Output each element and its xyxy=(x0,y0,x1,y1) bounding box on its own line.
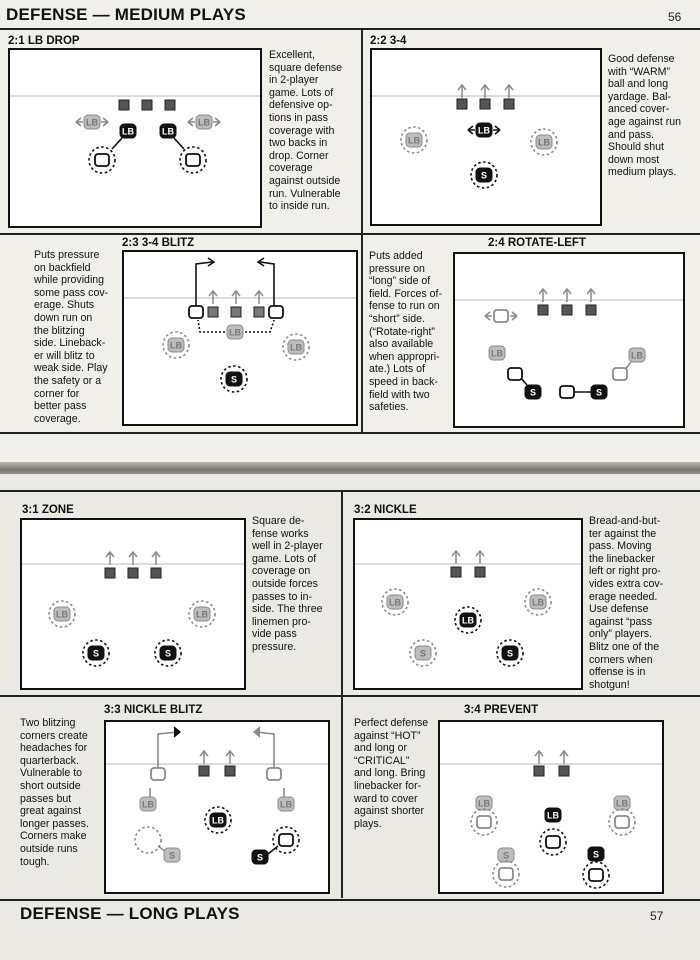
description-line: better pass xyxy=(34,400,87,413)
description-line: Bread-and-but- xyxy=(589,515,661,527)
description-line: ball and long xyxy=(608,78,669,91)
description-line: longer passes. xyxy=(20,817,89,830)
section-title-medium-plays: DEFENSE — MEDIUM PLAYS xyxy=(6,5,246,24)
linebacker-label: LB xyxy=(631,350,643,361)
description-line: outside runs xyxy=(20,842,78,855)
lineman-marker xyxy=(534,766,544,776)
description-line: and long. Bring xyxy=(354,767,426,780)
description-line: against shorter xyxy=(354,805,425,818)
shift-arrow-right xyxy=(101,118,108,126)
blitz-route xyxy=(256,732,274,772)
description-line: plays. xyxy=(354,817,382,830)
route-arrow-head xyxy=(174,727,180,737)
description-line: while providing xyxy=(34,274,105,287)
description-line: tough. xyxy=(20,855,50,868)
description-line: safeties. xyxy=(369,401,409,414)
position-box xyxy=(560,386,574,398)
shift-arrow-left xyxy=(468,126,475,134)
linebacker-label: LB xyxy=(142,799,154,810)
column-divider xyxy=(361,30,363,434)
position-box xyxy=(189,306,203,318)
description-line: to inside run. xyxy=(269,200,330,213)
play-description-zone xyxy=(252,515,323,654)
description-line: headaches for xyxy=(20,742,88,755)
description-line: erage needed. xyxy=(589,590,658,603)
play-diagram-3-4-blitz xyxy=(122,250,358,426)
safety-label: S xyxy=(164,648,172,659)
lineman-marker xyxy=(586,305,596,315)
play-diagram-lb-drop xyxy=(8,48,262,228)
play-description-3-4 xyxy=(608,53,681,179)
description-line: linebacker for- xyxy=(354,779,422,792)
description-line: against “pass xyxy=(589,615,653,628)
route-arrow-head xyxy=(254,727,260,737)
shift-route xyxy=(198,320,225,332)
position-box xyxy=(151,768,165,780)
linebacker-label: LB xyxy=(198,117,210,128)
description-line: linemen pro- xyxy=(252,615,311,628)
linebacker-label: LB xyxy=(478,125,490,136)
lineman-marker xyxy=(231,307,241,317)
description-line: against outside xyxy=(269,174,341,187)
shift-arrow-right xyxy=(510,312,517,320)
lineman-marker xyxy=(457,99,467,109)
description-line: in 2-player xyxy=(269,74,319,87)
description-line: er will blitz to xyxy=(34,349,95,362)
blitz-route xyxy=(260,262,274,306)
description-line: short outside xyxy=(20,779,81,792)
position-box xyxy=(267,768,281,780)
page-number: 57 xyxy=(650,909,664,923)
shift-arrow-right xyxy=(493,126,500,134)
position-box xyxy=(499,868,513,880)
description-line: and pass. xyxy=(608,128,654,141)
safety-label: S xyxy=(592,849,600,860)
safety-label: S xyxy=(529,387,537,398)
description-line: Vulnerable to xyxy=(20,767,83,780)
page-number: 56 xyxy=(668,10,682,24)
description-line: down run on xyxy=(34,311,93,324)
description-line: weak side. Play xyxy=(34,362,108,375)
safety-label: S xyxy=(168,850,176,861)
position-box xyxy=(613,368,627,380)
description-line: field with two xyxy=(369,388,430,401)
description-line: ter against the xyxy=(589,527,657,540)
description-line: ate.) Lots of xyxy=(369,363,425,376)
top-rule xyxy=(0,490,700,492)
description-line: speed in back- xyxy=(369,375,438,388)
description-line: corner for xyxy=(34,387,80,400)
description-line: on backfield xyxy=(34,261,91,274)
position-box xyxy=(494,310,508,322)
linebacker-label: LB xyxy=(389,597,401,608)
play-diagram-nickle xyxy=(353,518,583,690)
blitz-route xyxy=(196,262,212,306)
drop-route xyxy=(521,378,527,385)
lineman-marker xyxy=(480,99,490,109)
lineman-marker xyxy=(119,100,129,110)
play-description-lb-drop xyxy=(269,49,342,213)
play-description-nickle xyxy=(589,515,663,691)
play-diagram-3-4 xyxy=(370,48,602,226)
safety-label: S xyxy=(480,170,488,181)
position-box xyxy=(546,836,560,848)
description-line: Square de- xyxy=(252,515,305,527)
position-box xyxy=(279,834,293,846)
description-line: the safety or a xyxy=(34,374,102,387)
description-line: pressure. xyxy=(252,640,297,653)
description-line: (“Rotate-right” xyxy=(369,325,435,338)
lineman-marker xyxy=(475,567,485,577)
description-line: medium plays. xyxy=(608,166,677,179)
linebacker-label: LB xyxy=(290,342,302,353)
description-line: vides extra cov- xyxy=(589,577,664,590)
lineman-marker xyxy=(254,307,264,317)
play-title-zone: 3:1 ZONE xyxy=(22,504,74,516)
lineman-marker xyxy=(151,568,161,578)
safety-label: S xyxy=(502,850,510,861)
description-line: the linebacker xyxy=(589,552,655,565)
description-line: “CRITICAL” xyxy=(354,754,410,767)
description-line: age against run xyxy=(608,115,682,128)
description-line: run. Vulnerable xyxy=(269,187,341,200)
position-box xyxy=(269,306,283,318)
drop-route xyxy=(174,138,184,149)
description-line: outside forces xyxy=(252,577,318,590)
description-line: anced cover- xyxy=(608,103,670,116)
lineman-marker xyxy=(538,305,548,315)
position-box xyxy=(186,154,200,166)
play-diagram-rotate-left xyxy=(453,252,685,428)
header-rule xyxy=(0,28,700,30)
description-line: quarterback. xyxy=(20,754,79,767)
description-line: down most xyxy=(608,153,660,166)
shift-arrow-right xyxy=(213,118,220,126)
linebacker-label: LB xyxy=(162,126,174,137)
linebacker-label: LB xyxy=(478,798,490,809)
description-line: coverage with xyxy=(269,124,335,137)
description-line: “long” side of xyxy=(369,275,431,288)
description-line: corners when xyxy=(589,653,653,666)
description-line: Good defense xyxy=(608,53,675,65)
lineman-marker xyxy=(208,307,218,317)
page-56 xyxy=(0,0,700,466)
linebacker-label: LB xyxy=(547,810,559,821)
description-line: field. Forces of- xyxy=(369,287,443,300)
play-title-prevent: 3:4 PREVENT xyxy=(464,704,539,716)
description-line: pass. Moving xyxy=(589,540,652,553)
description-line: Puts added xyxy=(369,250,423,262)
zone-ring xyxy=(135,827,161,853)
lineman-marker xyxy=(142,100,152,110)
safety-label: S xyxy=(419,648,427,659)
play-description-prevent xyxy=(354,717,428,830)
description-line: pressure on xyxy=(369,262,425,275)
linebacker-label: LB xyxy=(122,126,134,137)
lineman-marker xyxy=(165,100,175,110)
description-line: with “WARM” xyxy=(608,65,670,78)
row-divider xyxy=(0,233,700,235)
play-title-rotate-left: 2:4 ROTATE-LEFT xyxy=(488,237,586,249)
description-line: passes but xyxy=(20,792,72,805)
linebacker-label: LB xyxy=(616,798,628,809)
position-box xyxy=(477,816,491,828)
row-divider xyxy=(0,695,700,697)
description-line: offense is in xyxy=(589,666,646,679)
description-line: “short” side. xyxy=(369,312,425,325)
blitz-route xyxy=(158,732,178,772)
description-line: coverage. xyxy=(34,412,81,425)
shift-route xyxy=(245,320,274,332)
position-box xyxy=(508,368,522,380)
description-line: drop. Corner xyxy=(269,149,329,162)
linebacker-label: LB xyxy=(408,135,420,146)
linebacker-label: LB xyxy=(212,815,224,826)
description-line: coverage xyxy=(269,162,313,175)
lineman-marker xyxy=(562,305,572,315)
description-line: side. Lineback- xyxy=(34,337,106,350)
description-line: great against xyxy=(20,805,82,818)
lineman-marker xyxy=(451,567,461,577)
description-line: vide pass xyxy=(252,628,297,641)
safety-label: S xyxy=(92,648,100,659)
play-title-3-4-blitz: 2:3 3-4 BLITZ xyxy=(122,237,195,249)
safety-label: S xyxy=(230,374,238,385)
description-line: Perfect defense xyxy=(354,717,429,729)
page-57 xyxy=(0,474,700,960)
shift-arrow-left xyxy=(188,118,195,126)
safety-label: S xyxy=(595,387,603,398)
lineman-marker xyxy=(504,99,514,109)
drop-route xyxy=(112,138,122,149)
shift-arrow-left xyxy=(76,118,83,126)
position-box xyxy=(589,869,603,881)
description-line: only” players. xyxy=(589,628,652,641)
lineman-marker xyxy=(199,766,209,776)
linebacker-label: LB xyxy=(280,799,292,810)
description-line: shotgun! xyxy=(589,678,630,691)
description-line: also available xyxy=(369,338,434,351)
description-line: passes to in- xyxy=(252,590,313,603)
description-line: when appropri- xyxy=(369,350,440,363)
description-line: Use defense xyxy=(589,603,649,616)
column-divider-upper xyxy=(341,492,343,697)
play-diagram-nickle-blitz xyxy=(104,720,330,894)
position-box xyxy=(95,154,109,166)
description-line: square defense xyxy=(269,61,343,74)
bottom-rule xyxy=(0,432,700,434)
section-title-long-plays: DEFENSE — LONG PLAYS xyxy=(20,904,240,923)
shift-arrow-left xyxy=(485,312,492,320)
linebacker-label: LB xyxy=(196,609,208,620)
description-line: Should shut xyxy=(608,141,664,154)
linebacker-label: LB xyxy=(532,597,544,608)
position-box xyxy=(615,816,629,828)
description-line: Corners make xyxy=(20,830,87,843)
description-line: yardage. Bal- xyxy=(608,90,672,103)
lineman-marker xyxy=(128,568,138,578)
description-line: coverage on xyxy=(252,565,311,578)
description-line: Two blitzing xyxy=(20,717,76,729)
description-line: two backs in xyxy=(269,137,328,150)
description-line: ward to cover xyxy=(354,792,418,805)
description-line: erage. Shuts xyxy=(34,299,95,312)
description-line: corners create xyxy=(20,729,88,742)
safety-label: S xyxy=(256,852,264,863)
play-description-rotate-left xyxy=(369,250,442,414)
linebacker-label: LB xyxy=(86,117,98,128)
linebacker-label: LB xyxy=(56,609,68,620)
description-line: well in 2-player xyxy=(252,540,323,553)
description-line: Excellent, xyxy=(269,49,315,61)
description-line: game. Lots of xyxy=(252,552,317,565)
lineman-marker xyxy=(559,766,569,776)
play-title-nickle-blitz: 3:3 NICKLE BLITZ xyxy=(104,704,203,716)
play-title-lb-drop: 2:1 LB DROP xyxy=(8,35,80,47)
lineman-marker xyxy=(225,766,235,776)
description-line: and long or xyxy=(354,742,408,755)
linebacker-label: LB xyxy=(538,137,550,148)
column-divider-lower xyxy=(341,696,343,898)
play-title-nickle: 3:2 NICKLE xyxy=(354,504,417,516)
description-line: defensive op- xyxy=(269,99,333,112)
play-diagram-zone xyxy=(20,518,246,690)
linebacker-label: LB xyxy=(462,615,474,626)
linebacker-label: LB xyxy=(229,327,241,338)
description-line: tions in pass xyxy=(269,111,328,124)
play-diagram-prevent xyxy=(438,720,664,894)
description-line: against “HOT” xyxy=(354,729,421,742)
footer-rule xyxy=(0,899,700,901)
linebacker-label: LB xyxy=(170,340,182,351)
description-line: side. The three xyxy=(252,603,323,616)
safety-label: S xyxy=(506,648,514,659)
description-line: fense works xyxy=(252,527,309,540)
lineman-marker xyxy=(105,568,115,578)
play-title-3-4: 2:2 3-4 xyxy=(370,35,407,47)
linebacker-label: LB xyxy=(491,348,503,359)
description-line: Puts pressure xyxy=(34,249,100,261)
play-description-nickle-blitz xyxy=(20,717,89,868)
description-line: left or right pro- xyxy=(589,565,661,578)
description-line: the blitzing xyxy=(34,324,85,337)
description-line: fense to run on xyxy=(369,300,440,313)
description-line: Blitz one of the xyxy=(589,640,660,653)
description-line: some pass cov- xyxy=(34,286,109,299)
description-line: game. Lots of xyxy=(269,86,334,99)
play-description-3-4-blitz xyxy=(34,249,108,425)
